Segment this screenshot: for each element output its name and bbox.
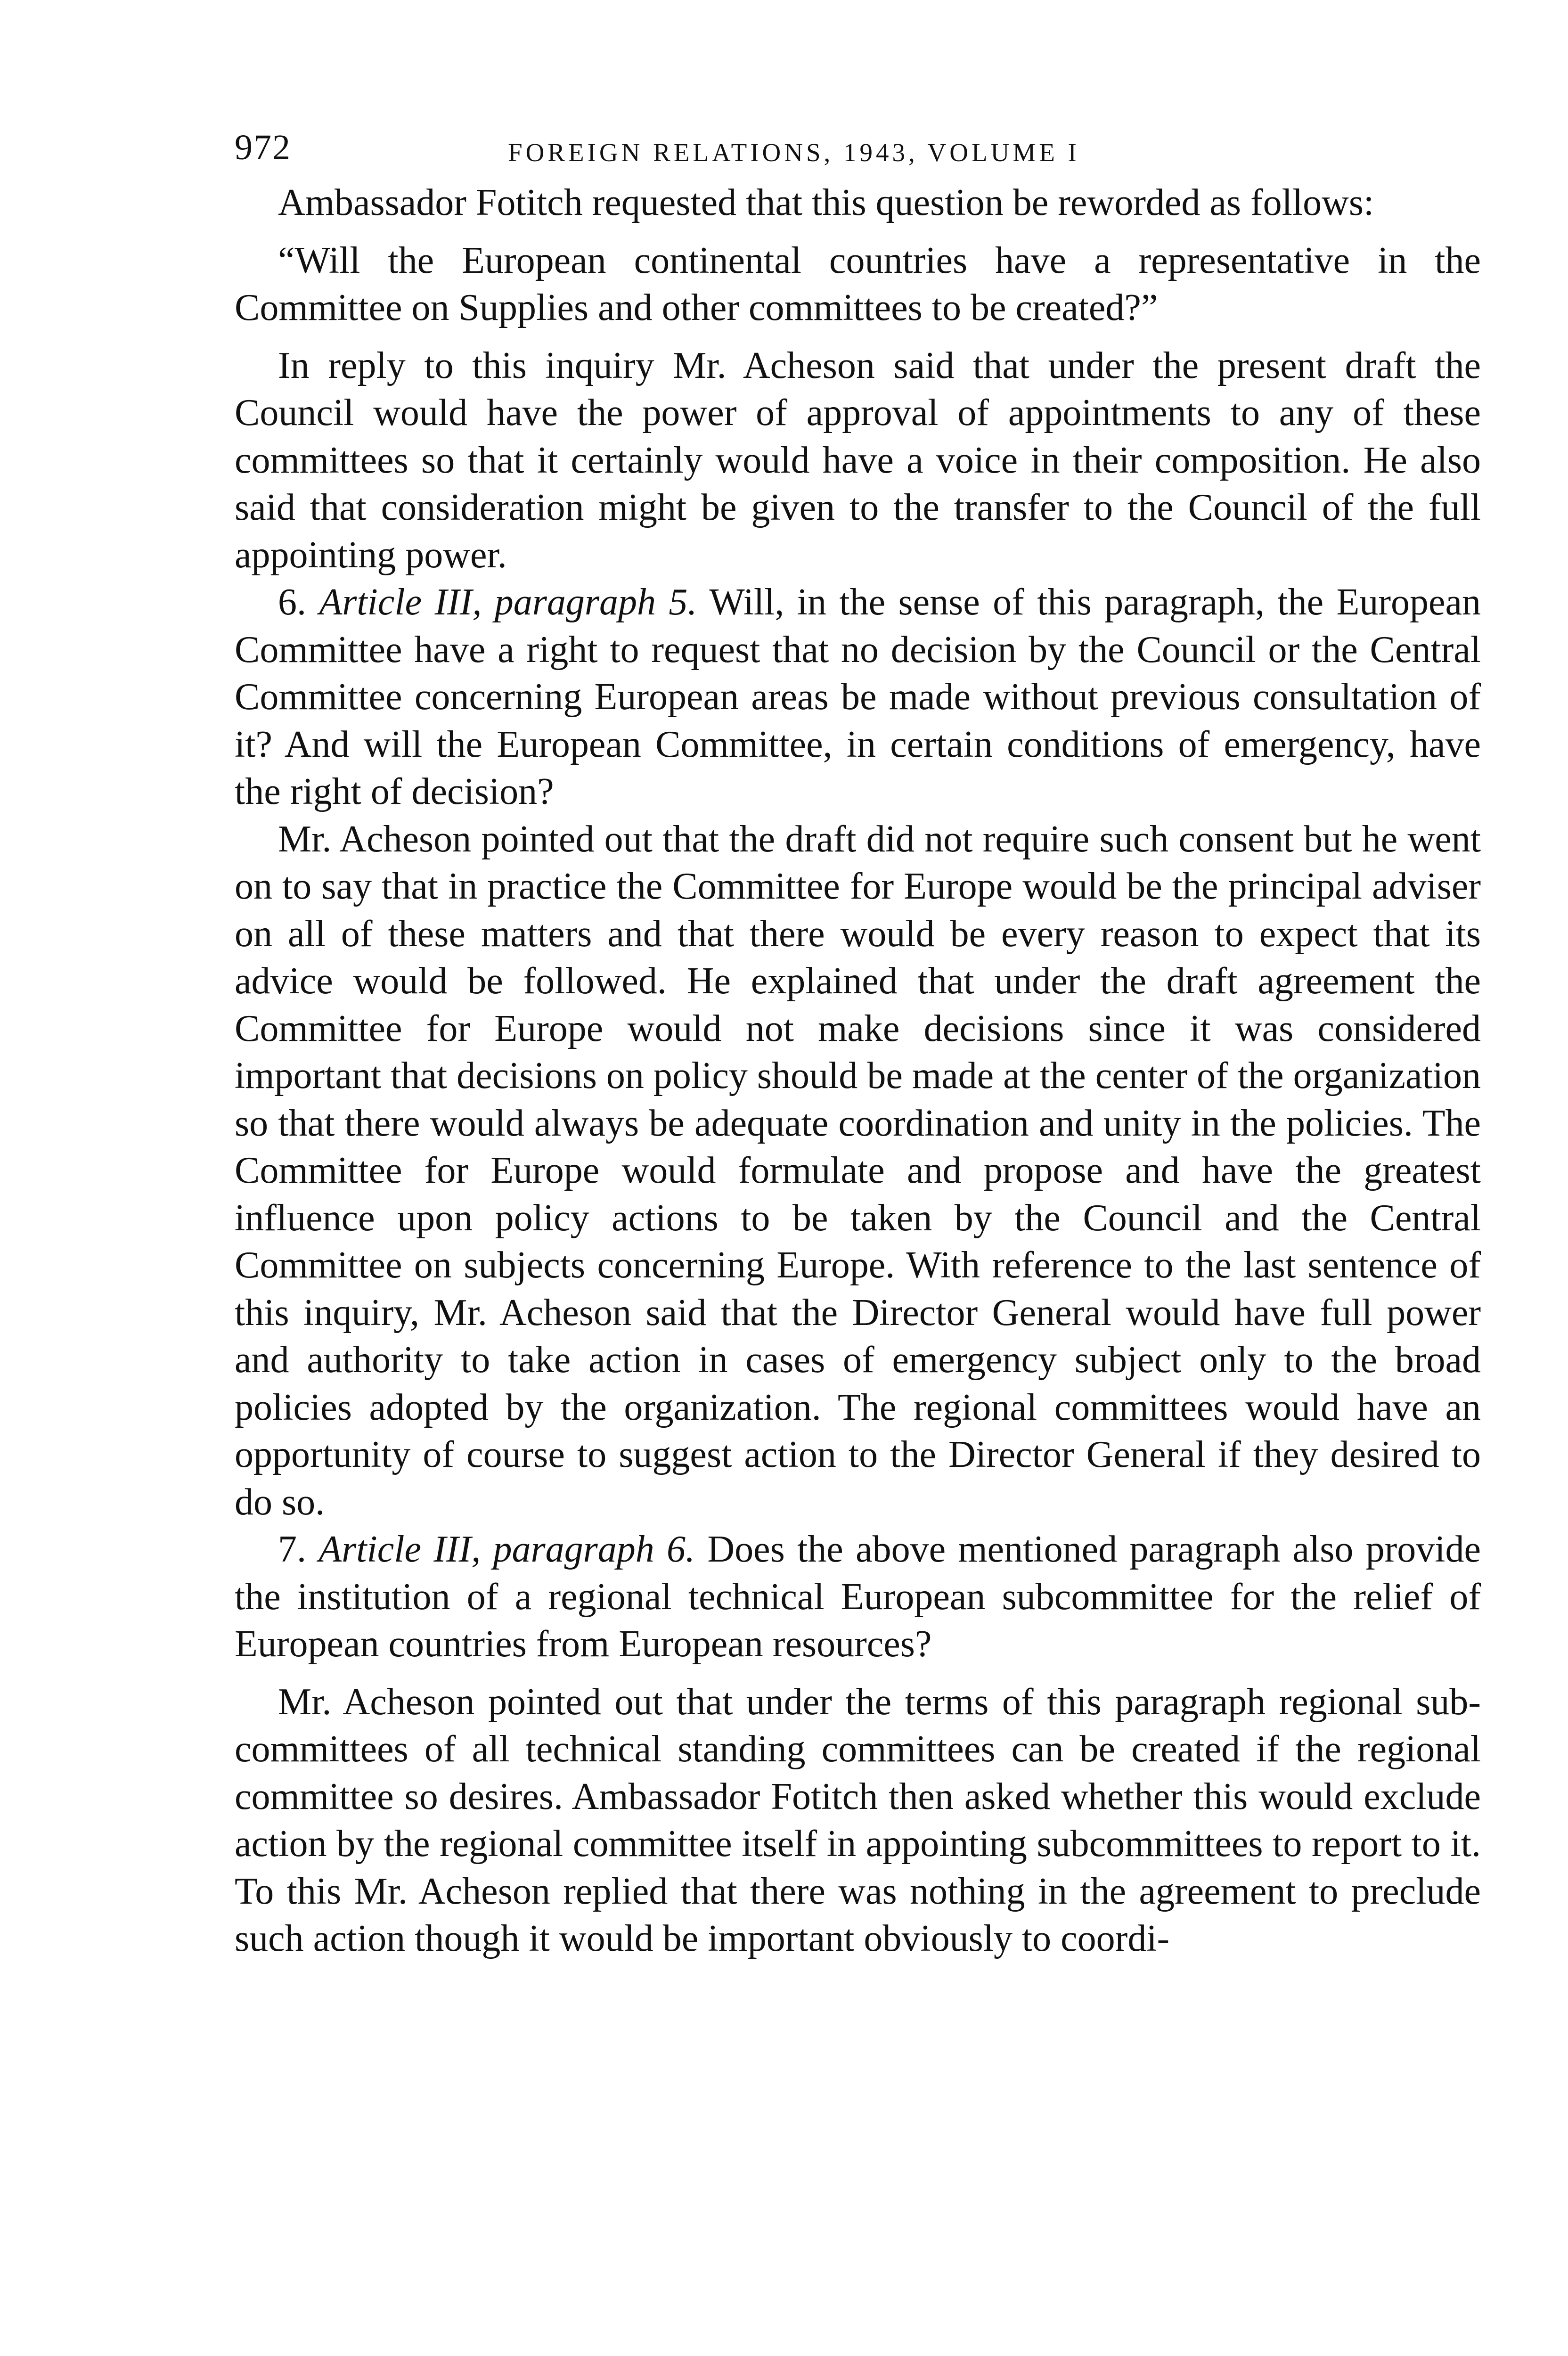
running-head [235,127,1481,179]
item-6-heading: Article III, paragraph 5. [319,581,697,623]
paragraph-request: Ambassador Fotitch requested that this question be reworded as follows: [278,182,1374,223]
item-6-number: 6. [278,581,306,623]
paragraph-quoted-question: “Will the European continental countries have a representative in the Committee on Supplies and other committees to be created?” [235,239,1481,328]
paragraph-item-7 [235,1526,1481,1668]
paragraph-reply: In reply to this inquiry Mr. Acheson said that under the present draft the Council would have the power of approval of appointments to any of these committees so that it certainly would have a voice in their composition. He also said that consideration might be given to the transfer to the Council of the full appointing power. [235,344,1481,576]
item-6-text: Will, in the sense of this paragraph, the European Committee have a right to request that no decision by the Council or the Central Committee concerning European areas be made without previous consultation of it? And will the European Committee, in certain conditions of emergency, have the right of decision? [235,581,1481,812]
header-title: FOREIGN RELATIONS, 1943, VOLUME I [508,138,1080,167]
item-7-number: 7. [278,1529,306,1570]
paragraph-acheson-response-6: Mr. Acheson pointed out that the draft did not require such consent but he went on to say that in practice the Committee for Europe would be the principal adviser on all of these matters and that there would be every reason to expect that its advice would be followed. He explained that under the draft agreement the Committee for Europe would not make decisions since it was considered important that decisions on policy should be made at the center of the organization so that there would always be adequate coordination and unity in the policies. The Committee for Europe would formulate and propose and have the greatest influence upon policy actions to be taken by the Council and the Central Committee on subjects concerning Europe. With reference to the last sentence of this inquiry, Mr. Acheson said that the Director General would have full power and authority to take action in cases of emergency subject only to the broad policies adopted by the organization. The regional committees would have an opportunity of course to suggest action to the Director General if they desired to do so. [235,818,1481,1523]
paragraph-acheson-response-7: Mr. Acheson pointed out that under the terms of this paragraph regional sub-committees of all technical standing committees can be created if the regional committee so desires. Ambassador Fotitch then asked whether this would exclude action by the regional committee itself in appointing subcommittees to report to it. To this Mr. Acheson replied that there was nothing in the agreement to preclude such action though it would be important obviously to coordi- [235,1681,1481,1959]
paragraph-item-6 [235,579,1481,816]
body-text [235,179,1481,1963]
page-number: 972 [235,128,291,167]
item-7-heading: Article III, paragraph 6. [318,1529,695,1570]
document-page [235,127,1481,1963]
item-7-text: Does the above mentioned paragraph also provide the institution of a regional technical European subcommittee for the relief of European countries from European resources? [235,1529,1481,1665]
